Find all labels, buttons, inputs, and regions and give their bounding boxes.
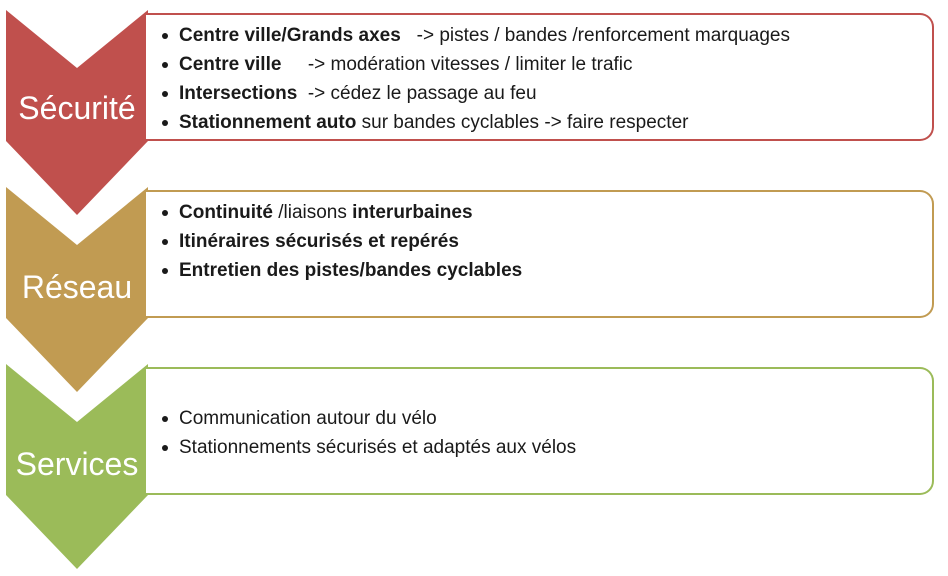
bullet-item	[160, 79, 790, 108]
section-content-box	[146, 367, 934, 495]
bullet-dot-icon	[162, 210, 168, 216]
bullet-list	[160, 404, 576, 462]
bullet-dot-icon	[162, 239, 168, 245]
bullet-text-bold: Intersections	[179, 83, 298, 104]
section-title: Réseau	[21, 269, 133, 305]
bullet-text-bold: Itinéraires sécurisés et repérés	[179, 231, 459, 252]
bullet-item	[160, 108, 790, 137]
bullet-text-bold: Entretien des pistes/bandes cyclables	[179, 260, 523, 281]
bullet-text: Communication autour du vélo	[179, 408, 437, 429]
bullet-list	[160, 198, 522, 285]
bullet-dot-icon	[162, 445, 168, 451]
bullet-item	[160, 198, 522, 227]
bullet-item	[160, 256, 522, 285]
bullet-dot-icon	[162, 416, 168, 422]
bullet-item	[160, 433, 576, 462]
bullet-item	[160, 227, 522, 256]
bullet-text-bold: Centre ville	[179, 54, 282, 75]
bullet-dot-icon	[162, 268, 168, 274]
bullet-dot-icon	[162, 120, 168, 126]
bullet-dot-icon	[162, 91, 168, 97]
section-title: Services	[15, 446, 139, 482]
bullet-text: -> modération vitesses / limiter le trafic	[281, 54, 633, 75]
section-reseau	[0, 187, 948, 392]
bullet-text-bold: Centre ville/Grands axes	[179, 25, 401, 46]
section-content-box	[146, 190, 934, 318]
bullet-text-bold: Stationnement auto	[179, 112, 357, 133]
bullet-item	[160, 21, 790, 50]
bullet-list	[160, 21, 790, 137]
bullet-text: -> cédez le passage au feu	[297, 83, 537, 104]
section-services	[0, 364, 948, 569]
bullet-dot-icon	[162, 62, 168, 68]
bullet-text: -> pistes / bandes /renforcement marquages	[400, 25, 790, 46]
bullet-item	[160, 404, 576, 433]
bullet-text-bold: interurbaines	[352, 202, 473, 223]
bullet-item	[160, 50, 790, 79]
bullet-text-bold: Continuité	[179, 202, 273, 223]
bullet-text: /liaisons	[272, 202, 353, 223]
section-content-box	[146, 13, 934, 141]
bullet-text: sur bandes cyclables -> faire respecter	[356, 112, 689, 133]
section-title: Sécurité	[18, 90, 136, 126]
bullet-text: Stationnements sécurisés et adaptés aux vélos	[179, 437, 577, 458]
section-securite	[0, 10, 948, 215]
bullet-dot-icon	[162, 33, 168, 39]
